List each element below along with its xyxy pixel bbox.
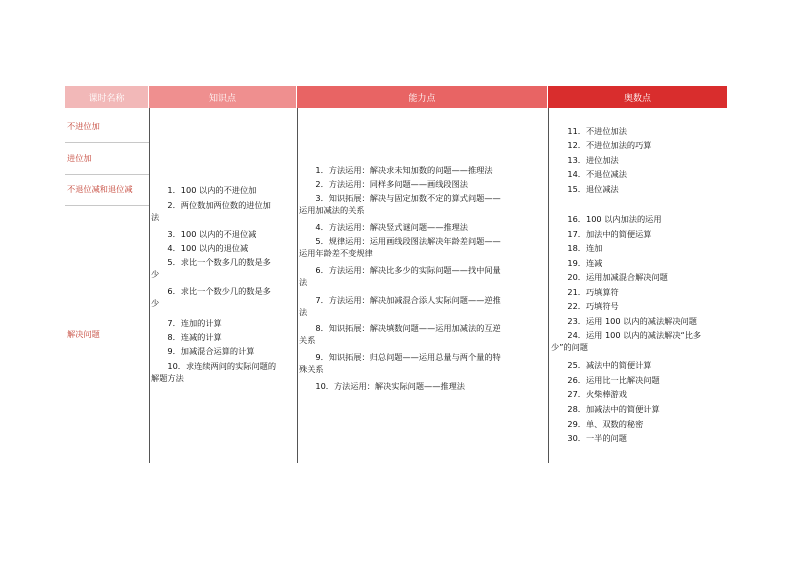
olympiad-item: 25．减法中的简便计算 bbox=[551, 360, 652, 370]
ability-item: 10．方法运用：解决实际问题——推理法 bbox=[299, 381, 465, 391]
olympiad-points-column bbox=[551, 108, 727, 463]
ability-item: 5．规律运用：运用画线段图法解决年龄差问题—— 运用年龄差不变规律 bbox=[299, 236, 501, 258]
olympiad-item: 17．加法中的简便运算 bbox=[551, 229, 652, 239]
knowledge-item: 2．两位数加两位数的进位加 法 bbox=[151, 200, 271, 222]
olympiad-item: 20．运用加减混合解决问题 bbox=[551, 272, 668, 282]
olympiad-item: 23．运用 100 以内的减法解决问题 bbox=[551, 316, 697, 326]
header-course-name: 课时名称 bbox=[65, 86, 149, 108]
olympiad-item: 21．巧填算符 bbox=[551, 287, 619, 297]
olympiad-item: 26．运用比一比解决问题 bbox=[551, 375, 660, 385]
olympiad-item: 29．单、双数的秘密 bbox=[551, 419, 644, 429]
ability-points-column bbox=[299, 108, 547, 463]
course-item: 不退位减和退位减 bbox=[67, 184, 133, 194]
course-item: 进位加 bbox=[67, 153, 92, 163]
olympiad-item: 30．一半的问题 bbox=[551, 433, 627, 443]
ability-item: 9．知识拓展：归总问题——运用总量与两个量的特 殊关系 bbox=[299, 352, 501, 374]
column-divider bbox=[548, 108, 549, 463]
olympiad-item: 12．不进位加法的巧算 bbox=[551, 140, 652, 150]
header-olympiad-points: 奥数点 bbox=[548, 86, 727, 108]
column-divider bbox=[297, 108, 298, 463]
knowledge-item: 5．求比一个数多几的数是多 少 bbox=[151, 257, 271, 279]
row-divider bbox=[65, 205, 149, 206]
knowledge-item: 8．连减的计算 bbox=[151, 332, 222, 342]
curriculum-table bbox=[65, 86, 727, 463]
olympiad-item: 19．连减 bbox=[551, 258, 603, 268]
knowledge-item: 3．100 以内的不退位减 bbox=[151, 229, 257, 239]
ability-item: 4．方法运用：解决竖式谜问题——推理法 bbox=[299, 222, 468, 232]
olympiad-item: 22．巧填符号 bbox=[551, 301, 619, 311]
ability-item: 6．方法运用：解决比多少的实际问题——找中间量 法 bbox=[299, 265, 501, 287]
course-item: 解决问题 bbox=[67, 329, 100, 339]
knowledge-points-column bbox=[151, 108, 297, 463]
olympiad-item: 28．加减法中的简便计算 bbox=[551, 404, 660, 414]
knowledge-item: 9．加减混合运算的计算 bbox=[151, 346, 255, 356]
row-divider bbox=[65, 142, 149, 143]
olympiad-item: 24．运用 100 以内的减法解决“比多 少”的问题 bbox=[551, 330, 702, 352]
olympiad-item: 14．不退位减法 bbox=[551, 169, 627, 179]
olympiad-item: 13．进位加法 bbox=[551, 155, 619, 165]
olympiad-item: 11．不进位加法 bbox=[551, 126, 627, 136]
knowledge-item: 7．连加的计算 bbox=[151, 318, 222, 328]
olympiad-item: 27．火柴棒游戏 bbox=[551, 389, 627, 399]
course-name-column bbox=[65, 108, 149, 463]
knowledge-item: 4．100 以内的退位减 bbox=[151, 243, 249, 253]
ability-item: 3．知识拓展：解决与固定加数不定的算式问题—— 运用加减法的关系 bbox=[299, 193, 501, 215]
ability-item: 7．方法运用：解决加减混合添人实际问题——逆推 法 bbox=[299, 295, 501, 317]
ability-item: 1．方法运用：解决求未知加数的问题——推理法 bbox=[299, 165, 493, 175]
ability-item: 8．知识拓展：解决填数问题——运用加减法的互逆 关系 bbox=[299, 323, 501, 345]
header-ability-points: 能力点 bbox=[297, 86, 548, 108]
ability-item: 2．方法运用：同样多问题——画线段图法 bbox=[299, 179, 468, 189]
olympiad-item: 15．退位减法 bbox=[551, 184, 619, 194]
knowledge-item: 10．求连续两问的实际问题的 解题方法 bbox=[151, 361, 277, 383]
knowledge-item: 6．求比一个数少几的数是多 少 bbox=[151, 286, 271, 308]
row-divider bbox=[65, 174, 149, 175]
knowledge-item: 1．100 以内的不进位加 bbox=[151, 185, 257, 195]
header-knowledge-points: 知识点 bbox=[149, 86, 297, 108]
olympiad-item: 18．连加 bbox=[551, 243, 603, 253]
column-divider bbox=[149, 108, 150, 463]
course-item: 不进位加 bbox=[67, 121, 100, 131]
olympiad-item: 16．100 以内加法的运用 bbox=[551, 214, 662, 224]
